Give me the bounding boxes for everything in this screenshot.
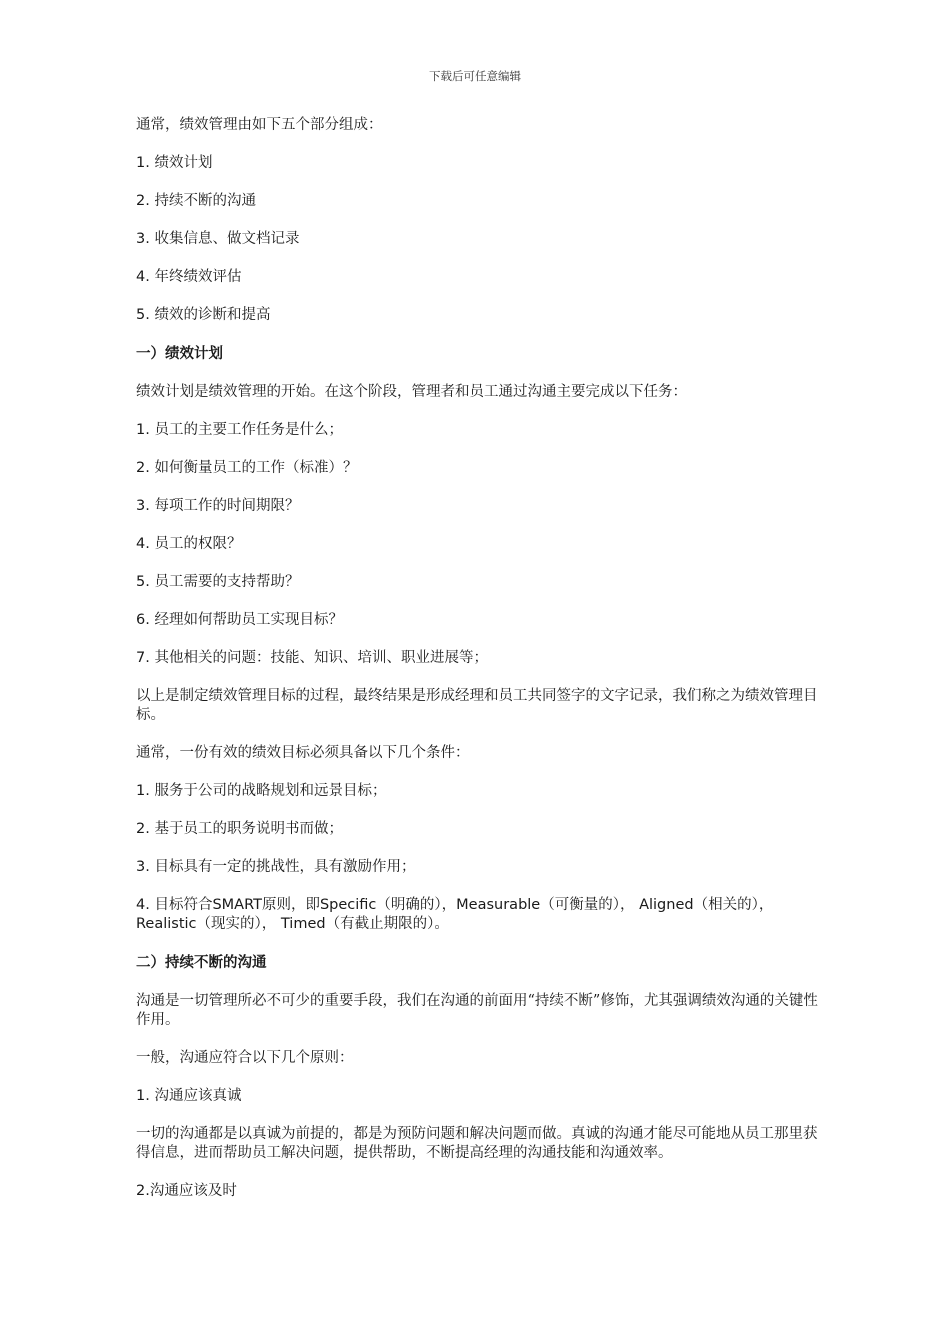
list-item: 3. 收集信息、做文档记录 [136, 231, 300, 247]
list-item: 7. 其他相关的问题：技能、知识、培训、职业进展等； [136, 650, 488, 666]
list-number: 1. [136, 422, 155, 438]
list-item: 5. 员工需要的支持帮助？ [136, 574, 300, 590]
paragraph-intro: 通常，绩效管理由如下五个部分组成： [136, 117, 383, 133]
document-body [136, 116, 826, 1220]
list-number: 4. [136, 269, 155, 285]
list-number: 7. [136, 650, 155, 666]
list-number: 5. [136, 307, 155, 323]
list-item: 6. 经理如何帮助员工实现目标？ [136, 612, 343, 628]
list-item: 1. 服务于公司的战略规划和远景目标； [136, 783, 387, 799]
list-item: 1. 绩效计划 [136, 155, 213, 171]
list-item: 3. 每项工作的时间期限？ [136, 498, 300, 514]
list-number: 3. [136, 231, 155, 247]
list-item: 2.沟通应该及时 [136, 1183, 237, 1199]
list-item: 2. 如何衡量员工的工作（标准）？ [136, 460, 358, 476]
list-number: 3. [136, 859, 155, 875]
list-number: 4. [136, 536, 155, 552]
list-number: 1. [136, 1088, 155, 1104]
list-item: 4. 员工的权限？ [136, 536, 242, 552]
list-number: 1. [136, 155, 155, 171]
paragraph: 通常，一份有效的绩效目标必须具备以下几个条件： [136, 745, 470, 761]
page-header: 下载后可任意编辑 [429, 69, 521, 83]
list-number: 5. [136, 574, 155, 590]
list-number: 2. [136, 460, 155, 476]
list-item: 4. 年终绩效评估 [136, 269, 242, 285]
list-number: 2. [136, 1183, 150, 1199]
list-item: 1. 沟通应该真诚 [136, 1088, 242, 1104]
section-heading-communication: 二）持续不断的沟通 [136, 954, 267, 971]
list-item: 3. 目标具有一定的挑战性，具有激励作用； [136, 859, 416, 875]
paragraph: 一切的沟通都是以真诚为前提的，都是为预防问题和解决问题而做。真诚的沟通才能尽可能地从员工那里获得信息，进而帮助员工解决问题，提供帮助，不断提高经理的沟通技能和沟通效率。 [136, 1126, 818, 1161]
paragraph: 一般，沟通应符合以下几个原则： [136, 1050, 354, 1066]
list-number: 6. [136, 612, 155, 628]
list-number: 1. [136, 783, 155, 799]
list-item: 5. 绩效的诊断和提高 [136, 307, 271, 323]
list-item-smart: 4. 目标符合SMART原则，即Specific（明确的），Measurable（可衡量的）， Aligned（相关的）， Realistic（现实的）， Timed（有截止期限的）。 [136, 897, 774, 932]
list-item: 2. 持续不断的沟通 [136, 193, 256, 209]
list-number: 4. [136, 897, 155, 913]
paragraph: 以上是制定绩效管理目标的过程，最终结果是形成经理和员工共同签字的文字记录，我们称之为绩效管理目标。 [136, 688, 818, 723]
section-heading-performance-plan: 一）绩效计划 [136, 345, 223, 362]
paragraph: 绩效计划是绩效管理的开始。在这个阶段，管理者和员工通过沟通主要完成以下任务： [136, 384, 687, 400]
list-number: 3. [136, 498, 155, 514]
list-number: 2. [136, 821, 155, 837]
list-item: 1. 员工的主要工作任务是什么； [136, 422, 343, 438]
list-number: 2. [136, 193, 155, 209]
paragraph: 沟通是一切管理所必不可少的重要手段，我们在沟通的前面用“持续不断”修饰，尤其强调绩效沟通的关键性作用。 [136, 993, 818, 1028]
list-item: 2. 基于员工的职务说明书而做； [136, 821, 343, 837]
